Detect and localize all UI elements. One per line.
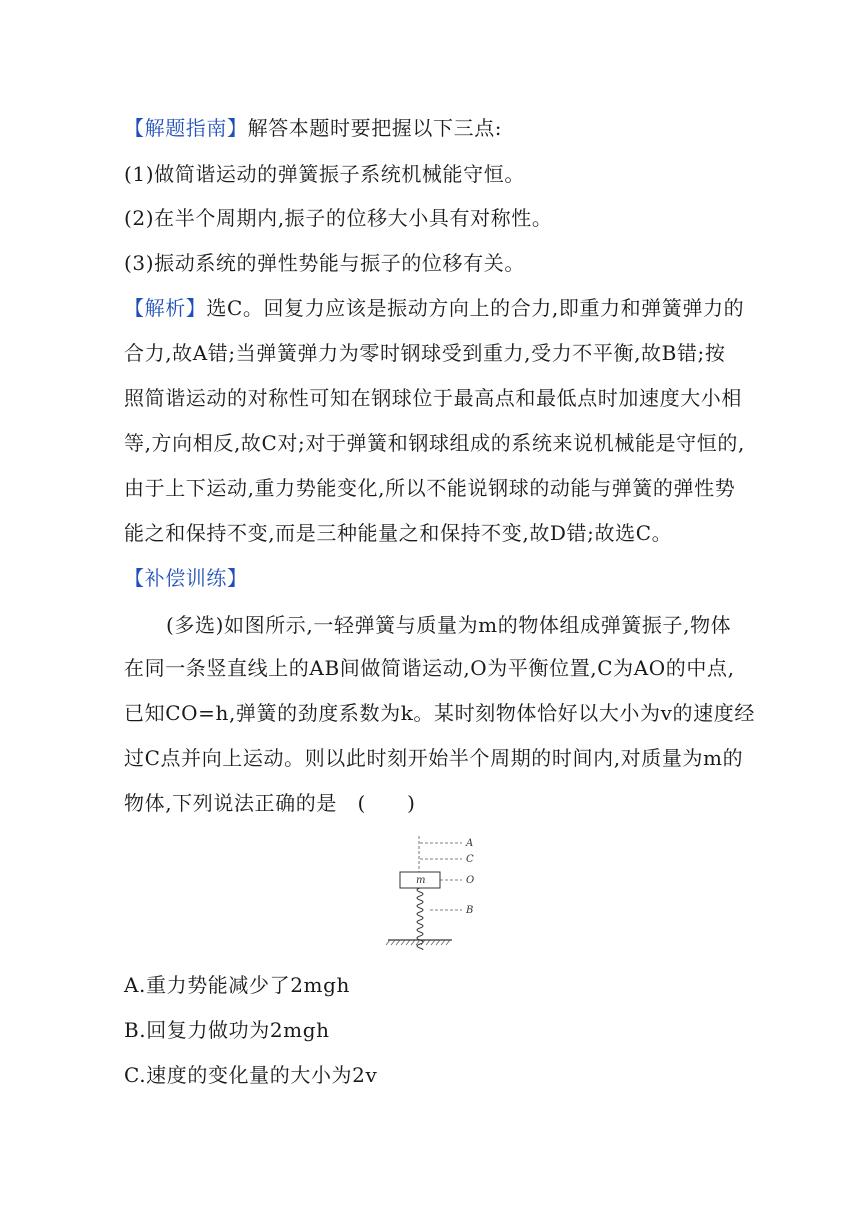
label-b: B xyxy=(466,905,474,916)
analysis-line: 等,方向相反,故C对;对于弹簧和钢球组成的系统来说机械能是守恒的, xyxy=(124,431,745,455)
option-c: C.速度的变化量的大小为2v xyxy=(124,1063,378,1087)
option-a: A.重力势能减少了2mgh xyxy=(124,973,350,997)
analysis-text: 选C。回复力应该是振动方向上的合力,即重力和弹簧弹力的 xyxy=(206,296,745,320)
ground-hatch xyxy=(386,940,450,945)
guide-intro: 解答本题时要把握以下三点: xyxy=(247,116,503,140)
analysis-line: 能之和保持不变,而是三种能量之和保持不变,故D错;故选C。 xyxy=(124,521,673,545)
label-a: A xyxy=(466,838,474,849)
analysis-line: 照简谐运动的对称性可知在钢球位于最高点和最低点时加速度大小相 xyxy=(124,386,742,410)
option-b: B.回复力做功为2mgh xyxy=(124,1018,330,1042)
guide-heading xyxy=(124,114,764,142)
guide-point: (3)振动系统的弹性势能与振子的位移有关。 xyxy=(124,251,525,275)
question-line: 已知CO=h,弹簧的劲度系数为k。某时刻物体恰好以大小为v的速度经 xyxy=(124,701,755,725)
guide-point: (2)在半个周期内,振子的位移大小具有对称性。 xyxy=(124,206,553,230)
mass-label: m xyxy=(416,875,426,886)
question-line: 在同一条竖直线上的AB间做简谐运动,O为平衡位置,C为AO的中点, xyxy=(124,656,735,680)
training-tag: 【补偿训练】 xyxy=(124,566,248,590)
analysis-line: 由于上下运动,重力势能变化,所以不能说钢球的动能与弹簧的弹性势 xyxy=(124,476,736,500)
spring-oscillator-figure xyxy=(380,830,500,950)
question-line: (多选)如图所示,一轻弹簧与质量为m的物体组成弹簧振子,物体 xyxy=(166,613,732,637)
spring xyxy=(417,888,423,950)
label-o: O xyxy=(466,875,475,886)
guide-point: (1)做简谐运动的弹簧振子系统机械能守恒。 xyxy=(124,162,525,186)
label-c: C xyxy=(466,854,474,865)
question-line: 物体,下列说法正确的是 ( ) xyxy=(124,791,416,815)
analysis-line: 合力,故A错;当弹簧弹力为零时钢球受到重力,受力不平衡,故B错;按 xyxy=(124,341,726,365)
analysis-tag: 【解析】 xyxy=(124,296,207,320)
analysis-line xyxy=(124,294,764,322)
question-line: 过C点并向上运动。则以此时刻开始半个周期的时间内,对质量为m的 xyxy=(124,746,744,770)
guide-tag: 【解题指南】 xyxy=(124,116,248,140)
